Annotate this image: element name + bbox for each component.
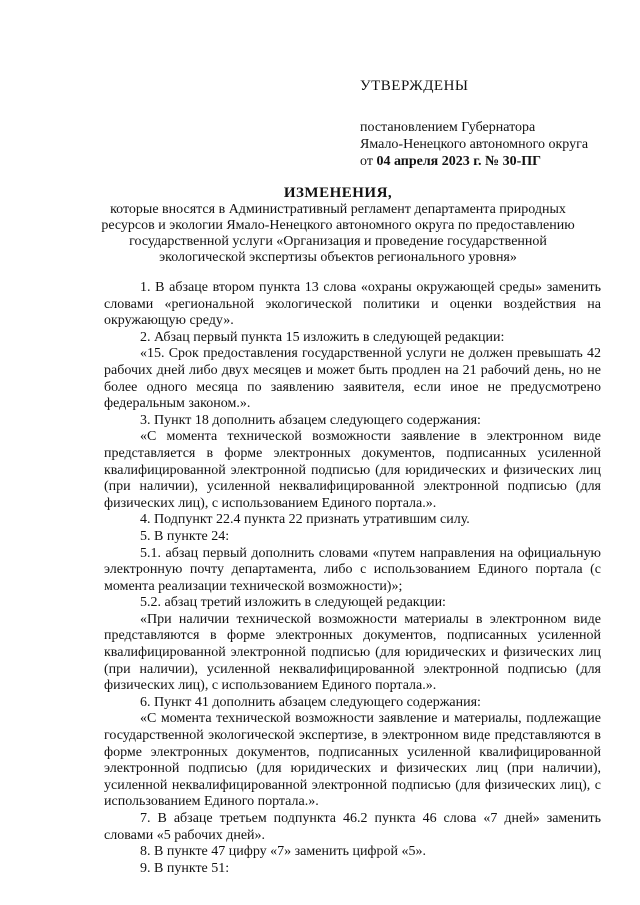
paragraph: 6. Пункт 41 дополнить абзацем следующего содержания: [140,694,481,710]
paragraph: 8. В пункте 47 цифру «7» заменить цифрой «5». [140,844,426,860]
paragraph: 2. Абзац первый пункта 15 изложить в следующей редакции: [140,329,505,345]
approval-title: УТВЕРЖДЕНЫ [360,78,469,94]
approval-date-prefix: от [360,154,373,169]
paragraph: 4. Подпункт 22.4 пункта 22 признать утратившим силу. [140,512,470,528]
approval-block [360,78,620,170]
document-title: ИЗМЕНЕНИЯ, [283,185,393,201]
paragraph: 1. В абзаце втором пункта 13 слова «охраны окружающей среды» заменить словами «региональной экологической политики и оценки воздействия на окружающую среду». [104,280,601,329]
document-heading [88,185,588,266]
paragraph: «15. Срок предоставления государственной услуги не должен превышать 42 рабочих дней либо двух месяцев и может быть продлен на 21 рабочий день, но не более одного месяца по заявлению заявителя, если иное не предусмотрено федеральным законом.». [104,346,601,412]
document-body [104,280,601,877]
paragraph: 3. Пункт 18 дополнить абзацем следующего содержания: [140,412,481,428]
paragraph: «При наличии технической возможности материалы в электронном виде представляются в форме электронных документов, подписанных усиленной квалифицированной электронной подписью (для юридических и физических лиц (при наличии), усиленной неквалифицированной электронной подписью (для физических лиц), с использованием Единого портала.». [104,611,601,694]
paragraph: 7. В абзаце третьем подпункта 46.2 пункта 46 слова «7 дней» заменить словами «5 рабочих дней». [104,811,601,843]
paragraph: 5.2. абзац третий изложить в следующей редакции: [140,595,446,611]
approval-line-region: Ямало-Ненецкого автономного округа [360,137,589,152]
paragraph: 5. В пункте 24: [140,528,230,544]
paragraph: «С момента технической возможности заявление в электронном виде представляется в форме электронных документов, подписанных усиленной квалифицированной электронной подписью (для юридических и физических лиц (при наличии), усиленной неквалифицированной электронной подписью (для физических лиц), с использованием Единого портала.». [104,429,601,511]
document-subtitle: которые вносятся в Административный регламент департамента природных ресурсов и экологии Ямало-Ненецкого автономного округа по предоставлению государственной услуги «Организация и проведение государственной экологической экспертизы объектов регионального уровня» [101,202,575,265]
approval-date-value: 04 апреля 2023 г. № 30-ПГ [376,154,542,169]
approval-date-line [360,153,620,170]
paragraph: 9. В пункте 51: [140,860,230,876]
approval-line-decree: постановлением Губернатора [360,120,536,135]
paragraph: «С момента технической возможности заявление и материалы, подлежащие государственной экологической экспертизе, в электронном виде представляются в форме электронных документов, подписанных усиленной квалифицированной электронной подписью (для юридических и физических лиц (при наличии), усиленной неквалифицированной электронной подписью (для физических лиц), с использованием Единого портала.». [104,711,601,810]
paragraph: 5.1. абзац первый дополнить словами «путем направления на официальную электронную почту департамента, либо с использованием Единого портала (с момента реализации технической возможности)»; [104,545,601,594]
